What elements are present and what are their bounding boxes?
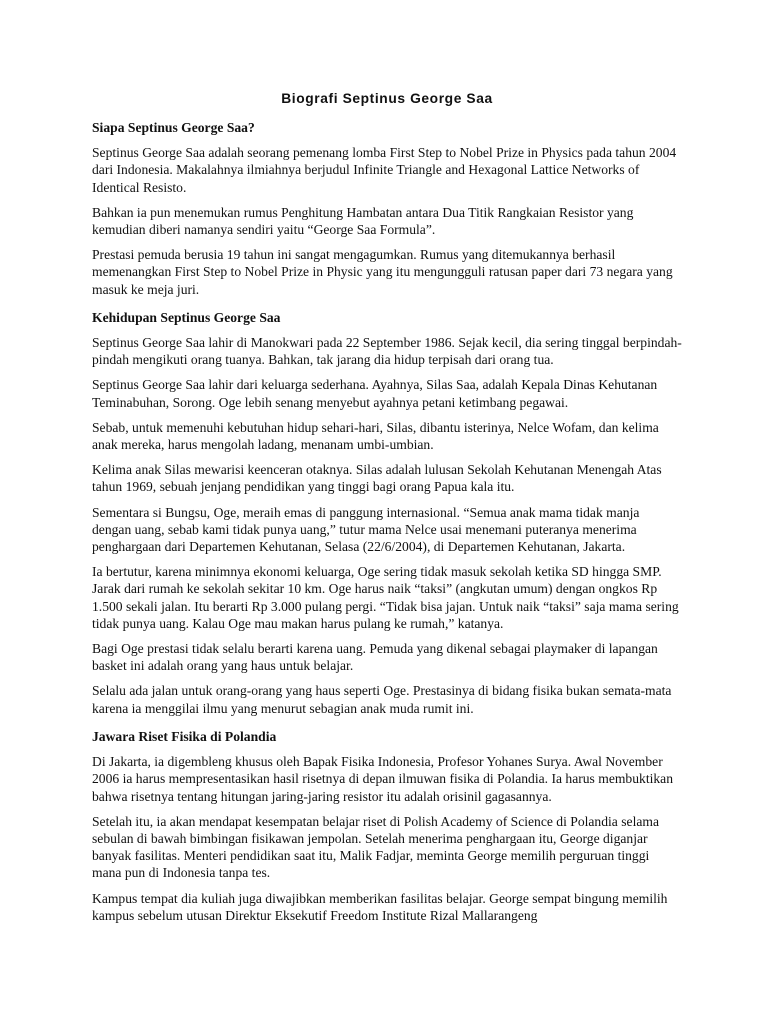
paragraph: Ia bertutur, karena minimnya ekonomi keluarga, Oge sering tidak masuk sekolah ketika SD hingga SMP. Jarak dari rumah ke sekolah sekitar 10 km. Oge harus naik “taksi” (angkutan umum) dengan ongkos Rp 1.500 sekali jalan. Itu berarti Rp 3.000 pulang pergi. “Tidak bisa jajan. Untuk naik “taksi” saja mama sering tidak punya uang. Kalau Oge mau makan harus pulang ke rumah,” katanya. bbox=[92, 564, 679, 631]
paragraph: Bahkan ia pun menemukan rumus Penghitung Hambatan antara Dua Titik Rangkaian Resistor yang kemudian diberi namanya sendiri yaitu “George Saa Formula”. bbox=[92, 204, 634, 238]
paragraph: Sementara si Bungsu, Oge, meraih emas di panggung internasional. “Semua anak mama tidak manja dengan uang, sebab kami tidak punya uang,” tutur mama Nelce usai menemani puteranya menerima penghargaan dari Departemen Kehutanan, Selasa (22/6/2004), di Departemen Kehutanan, Jakarta. bbox=[92, 504, 640, 555]
paragraph: Setelah itu, ia akan mendapat kesempatan belajar riset di Polish Academy of Science di Polandia selama sebulan di bawah bimbingan fisikawan jempolan. Setelah menerima penghargaan itu, George diganjar banyak fasilitas. Menteri pendidikan saat itu, Malik Fadjar, meminta George memilih perguruan tinggi mana pun di Indonesia tanpa tes. bbox=[92, 813, 659, 881]
section-heading-siapa: Siapa Septinus George Saa? bbox=[92, 120, 255, 135]
paragraph: Sebab, untuk memenuhi kebutuhan hidup sehari-hari, Silas, dibantu isterinya, Nelce Wofam, dan kelima anak mereka, harus mengolah ladang, menanam umbi-umbian. bbox=[92, 419, 659, 453]
section-heading-kehidupan: Kehidupan Septinus George Saa bbox=[92, 309, 281, 325]
paragraph: Septinus George Saa lahir di Manokwari pada 22 September 1986. Sejak kecil, dia sering tinggal berpindah-pindah mengikuti orang tuanya. Bahkan, tak jarang dia hidup terpisah dari orang tua. bbox=[92, 335, 682, 368]
document-page bbox=[92, 0, 682, 924]
paragraph: Prestasi pemuda berusia 19 tahun ini sangat mengagumkan. Rumus yang ditemukannya berhasil memenangkan First Step to Nobel Prize in Physic yang itu mengungguli ratusan paper dari 73 negara yang masuk ke meja juri. bbox=[92, 247, 673, 297]
paragraph: Septinus George Saa adalah seorang pemenang lomba First Step to Nobel Prize in Physics pada tahun 2004 dari Indonesia. Makalahnya ilmiahnya berjudul Infinite Triangle and Hexagonal Lattice Networks of Identical Resisto. bbox=[92, 145, 677, 195]
paragraph: Di Jakarta, ia digembleng khusus oleh Bapak Fisika Indonesia, Profesor Yohanes Surya. Awal November 2006 ia harus mempresentasikan hasil risetnya di depan ilmuwan fisika di Polandia. Ia harus membuktikan bahwa risetnya tentang hitungan jaring-jaring resistor itu adalah orisinil gagasannya. bbox=[92, 754, 673, 804]
paragraph: Kampus tempat dia kuliah juga diwajibkan memberikan fasilitas belajar. George sempat bingung memilih kampus sebelum utusan Direktur Eksekutif Freedom Institute Rizal Mallarangeng bbox=[92, 890, 668, 923]
document-title: Biografi Septinus George Saa bbox=[281, 91, 493, 106]
section-heading-jawara: Jawara Riset Fisika di Polandia bbox=[92, 728, 277, 744]
paragraph: Kelima anak Silas mewarisi keenceran otaknya. Silas adalah lulusan Sekolah Kehutanan Menengah Atas tahun 1969, sebuah jenjang pendidikan yang tinggi bagi orang Papua kala itu. bbox=[92, 462, 662, 495]
paragraph: Septinus George Saa lahir dari keluarga sederhana. Ayahnya, Silas Saa, adalah Kepala Dinas Kehutanan Teminabuhan, Sorong. Oge lebih senang menyebut ayahnya petani ketimbang pegawai. bbox=[92, 377, 658, 410]
paragraph: Bagi Oge prestasi tidak selalu berarti karena uang. Pemuda yang dikenal sebagai playmaker di lapangan basket ini adalah orang yang haus untuk belajar. bbox=[92, 641, 658, 674]
paragraph: Selalu ada jalan untuk orang-orang yang haus seperti Oge. Prestasinya di bidang fisika bukan semata-mata karena ia menggilai ilmu yang menurut sebagian anak muda rumit ini. bbox=[92, 683, 672, 716]
